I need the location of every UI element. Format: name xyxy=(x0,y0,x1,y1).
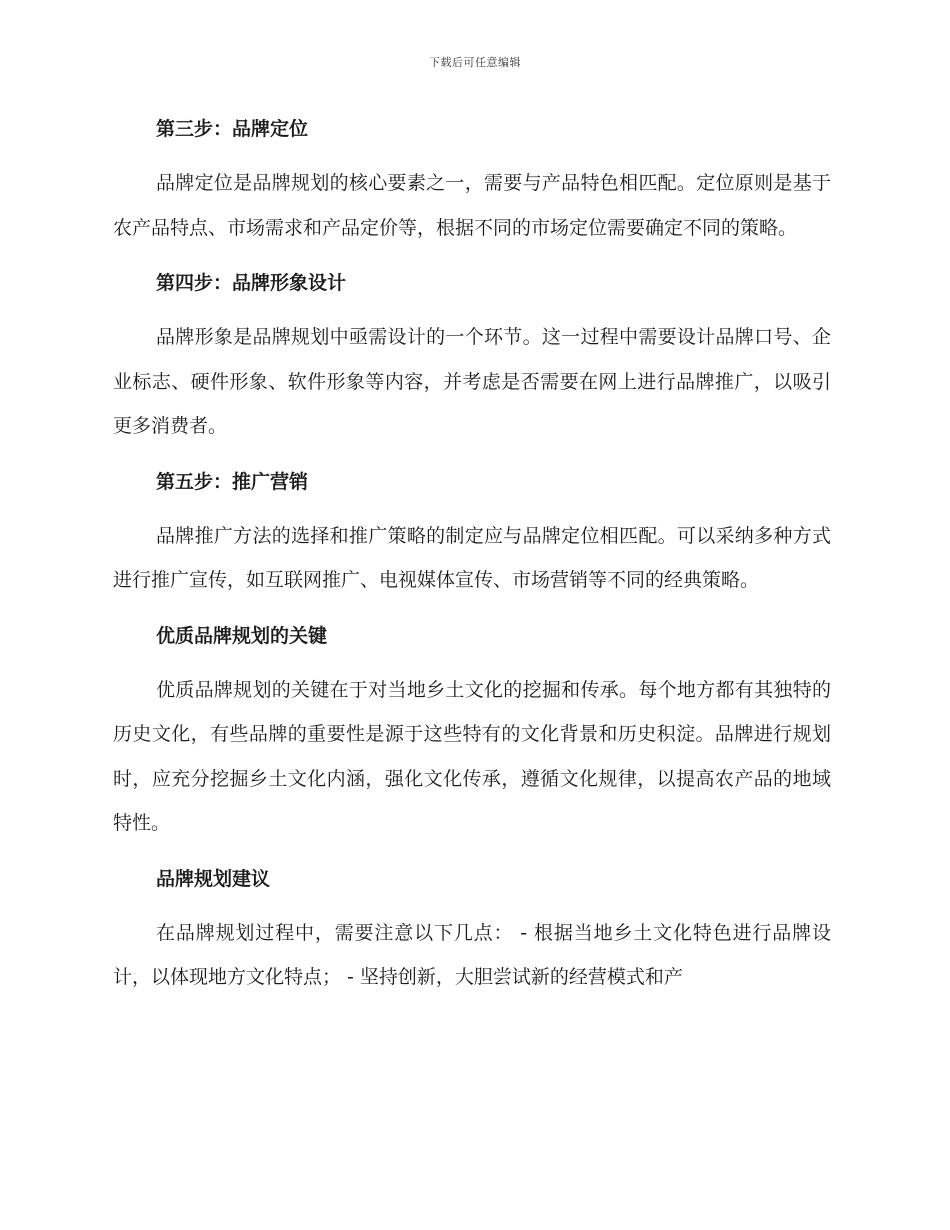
section-heading-key-of-quality-planning: 优质品牌规划的关键 xyxy=(156,624,328,647)
section-heading-brand-image-design: 第四步：品牌形象设计 xyxy=(156,272,347,294)
section-paragraph-brand-positioning: 品牌定位是品牌规划的核心要素之一，需要与产品特色相匹配。定位原则是基于农产品特点、市场需求和产品定价等，根据不同的市场定位需要确定不同的策略。 xyxy=(113,172,831,239)
section-heading-promotion-marketing: 第五步：推广营销 xyxy=(156,470,309,493)
section-heading-planning-suggestions: 品牌规划建议 xyxy=(156,867,271,890)
page-header: 下载后可任意编辑 xyxy=(429,56,521,69)
section-paragraph-planning-suggestions: 在品牌规划过程中，需要注意以下几点： - 根据当地乡土文化特色进行品牌设计，以体现地方文化特点； - 坚持创新，大胆尝试新的经营模式和产 xyxy=(113,921,831,988)
section-paragraph-key-of-quality-planning: 优质品牌规划的关键在于对当地乡土文化的挖掘和传承。每个地方都有其独特的历史文化，有些品牌的重要性是源于这些特有的文化背景和历史积淀。品牌进行规划时，应充分挖掘乡土文化内涵，强化文化传承，遵循文化规律，以提高农产品的地域特性。 xyxy=(113,678,831,834)
section-paragraph-brand-image-design: 品牌形象是品牌规划中亟需设计的一个环节。这一过程中需要设计品牌口号、企业标志、硬件形象、软件形象等内容，并考虑是否需要在网上进行品牌推广，以吸引更多消费者。 xyxy=(113,326,831,437)
section-heading-brand-positioning: 第三步：品牌定位 xyxy=(156,118,309,140)
document-body xyxy=(113,110,831,1000)
section-paragraph-promotion-marketing: 品牌推广方法的选择和推广策略的制定应与品牌定位相匹配。可以采纳多种方式进行推广宣传，如互联网推广、电视媒体宣传、市场营销等不同的经典策略。 xyxy=(113,524,831,591)
